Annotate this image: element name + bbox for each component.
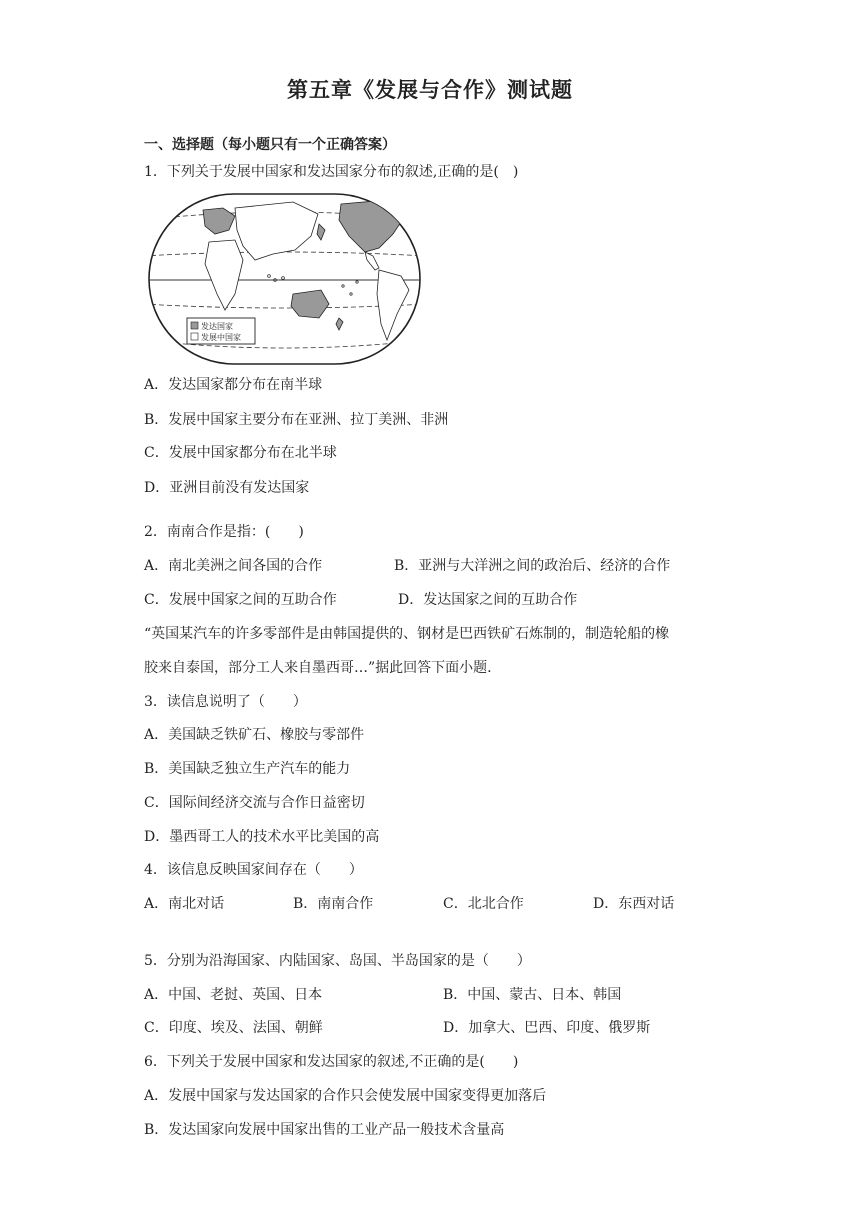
q5-option-a: A．中国、老挝、英国、日本: [144, 987, 323, 1003]
q4-option-d: D．东西对话: [593, 896, 675, 912]
q1-option-c: C．发展中国家都分布在北半球: [144, 445, 337, 461]
question-1-stem: 1．下列关于发展中国家和发达国家分布的叙述,正确的是( ): [144, 164, 519, 180]
q5-option-d: D．加拿大、巴西、印度、俄罗斯: [443, 1020, 651, 1036]
question-2-stem: 2．南南合作是指：( ): [144, 524, 304, 540]
world-map-figure: [143, 190, 426, 368]
q6-option-b: B．发达国家向发展中国家出售的工业产品一般技术含量高: [144, 1122, 505, 1138]
q5-option-b: B．中国、蒙古、日本、韩国: [443, 987, 622, 1003]
q4-option-a: A．南北对话: [144, 896, 225, 912]
q1-option-a: A．发达国家都分布在南半球: [144, 377, 323, 393]
legend-developed: 发达国家: [201, 322, 233, 331]
q4-option-c: C．北北合作: [443, 896, 524, 912]
passage-line-2: 胶来自泰国，部分工人来自墨西哥…”据此回答下面小题.: [144, 660, 492, 676]
q2-option-b: B．亚洲与大洋洲之间的政治后、经济的合作: [394, 558, 671, 574]
q1-option-d: D．亚洲目前没有发达国家: [144, 480, 310, 496]
q6-option-a: A．发展中国家与发达国家的合作只会使发展中国家变得更加落后: [144, 1088, 547, 1104]
section-heading: 一、选择题（每小题只有一个正确答案）: [144, 137, 396, 153]
legend-developing: 发展中国家: [201, 333, 241, 342]
q1-option-b: B．发展中国家主要分布在亚洲、拉丁美洲、非洲: [144, 412, 449, 428]
q4-option-b: B．南南合作: [293, 896, 374, 912]
q2-option-d: D．发达国家之间的互助合作: [398, 592, 578, 608]
question-5-stem: 5．分别为沿海国家、内陆国家、岛国、半岛国家的是（ ）: [144, 953, 531, 969]
q3-option-b: B．美国缺乏独立生产汽车的能力: [144, 761, 351, 777]
q3-option-a: A．美国缺乏铁矿石、橡胶与零部件: [144, 727, 365, 743]
q2-option-c: C．发展中国家之间的互助合作: [144, 592, 337, 608]
q3-option-d: D．墨西哥工人的技术水平比美国的高: [144, 829, 380, 845]
question-6-stem: 6．下列关于发展中国家和发达国家的叙述,不正确的是( ): [144, 1054, 519, 1070]
q5-option-c: C．印度、埃及、法国、朝鲜: [144, 1020, 323, 1036]
q3-option-c: C．国际间经济交流与合作日益密切: [144, 795, 365, 811]
page-title: 第五章《发展与合作》测试题: [287, 78, 573, 102]
passage-line-1: “英国某汽车的许多零部件是由韩国提供的、钢材是巴西铁矿石炼制的，制造轮船的橡: [144, 626, 670, 642]
question-4-stem: 4．该信息反映国家间存在（ ）: [144, 862, 363, 878]
question-3-stem: 3．读信息说明了（ ）: [144, 694, 307, 710]
q2-option-a: A．南北美洲之间各国的合作: [144, 558, 323, 574]
